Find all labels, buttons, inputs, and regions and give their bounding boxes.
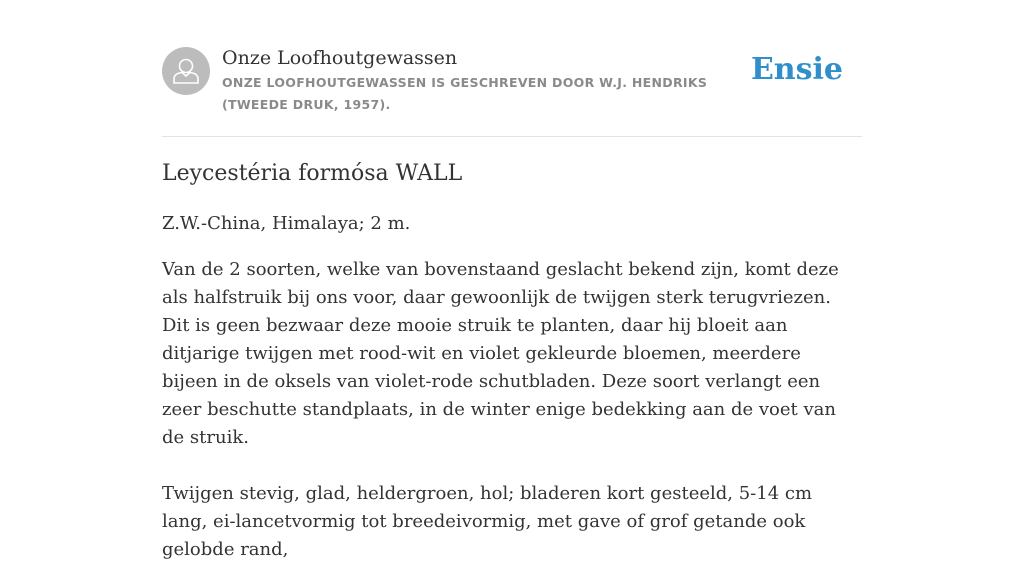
source-description: ONZE LOOFHOUTGEWASSEN IS GESCHREVEN DOOR W.J. HENDRIKS (TWEEDE DRUK, 1957). (222, 75, 708, 112)
article (162, 158, 862, 564)
article-paragraph: Twijgen stevig, glad, heldergroen, hol; bladeren kort gesteeld, 5-14 cm lang, ei-lancetvormig tot breedeivormig, met gave of grof getande ook gelobde rand, (162, 483, 813, 560)
article-title: Leycestéria formósa WALL (162, 161, 463, 186)
source-header (162, 46, 862, 137)
ensie-logo[interactable]: Ensie (750, 52, 843, 87)
user-icon[interactable] (162, 47, 210, 95)
source-title[interactable]: Onze Loofhoutgewassen (222, 47, 458, 69)
article-origin: Z.W.-China, Himalaya; 2 m. (162, 213, 411, 234)
article-paragraph: Van de 2 soorten, welke van bovenstaand geslacht bekend zijn, komt deze als halfstruik bij ons voor, daar gewoonlijk de twijgen sterk terugvriezen. Dit is geen bezwaar deze mooie struik te planten, daar hij bloeit aan ditjarige twijgen met rood-wit en violet gekleurde bloemen, meerdere bijeen in de oksels van violet-rode schutbladen. Deze soort verlangt een zeer beschutte standplaats, in de winter enige bedekking aan de voet van de struik. (162, 259, 839, 448)
